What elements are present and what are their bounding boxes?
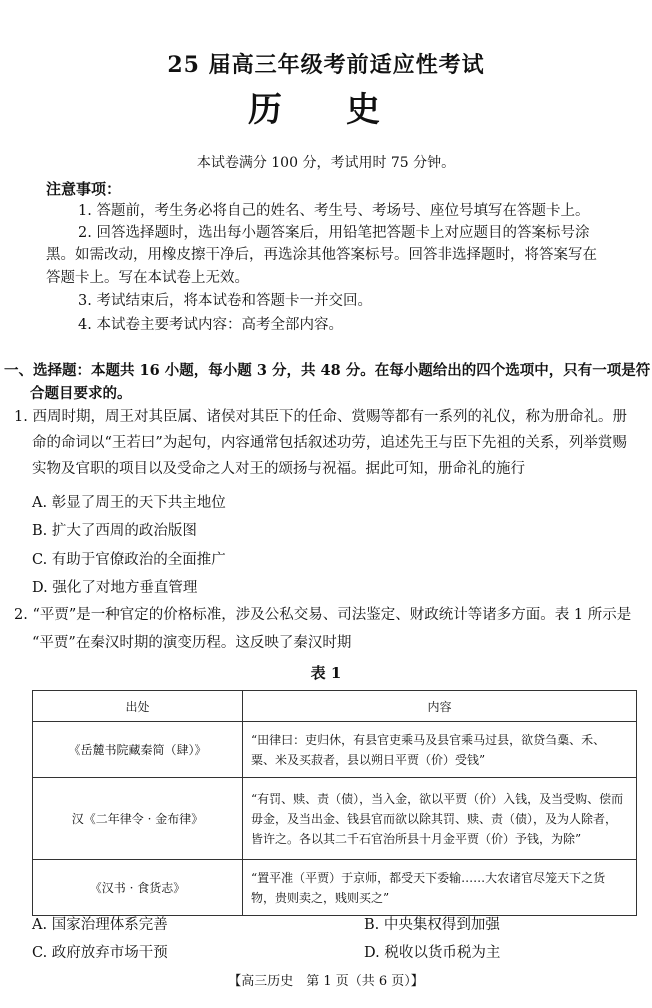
- exam-title: 25 届高三年级考前适应性考试: [167, 52, 485, 78]
- q2-option-d[interactable]: D. 税收以货币税为主: [364, 945, 501, 961]
- table-row: [33, 860, 637, 916]
- table-cell-source: 《岳麓书院藏秦简（肆）》: [33, 722, 243, 778]
- notice-line: 答题卡上。写在本试卷上无效。: [46, 270, 249, 286]
- q1-option-c[interactable]: C. 有助于官僚政治的全面推广: [32, 552, 226, 568]
- notice-heading: 注意事项：: [46, 180, 122, 198]
- table-cell-source: 汉《二年律令 · 金布律》: [33, 778, 243, 860]
- table-header-content: 内容: [243, 691, 637, 722]
- q2-option-a[interactable]: A. 国家治理体系完善: [32, 917, 168, 933]
- question-1-stem: 实物及官职的项目以及受命之人对王的颂扬与祝福。据此可知，册命礼的施行: [32, 461, 525, 477]
- table-header-source: 出处: [33, 691, 243, 722]
- notice-line: 黑。如需改动，用橡皮擦干净后，再选涂其他答案标号。回答非选择题时，将答案写在: [46, 247, 597, 263]
- table-cell-content: “有罚、赎、责（债），当入金，欲以平贾（价）入钱，及当受购、偿而毋金，及当出金、钱县官而欲以除其罚、赎、责（债），及为人除者，皆许之。各以其二千石官治所县十月金平贾（价）予钱，为除”: [243, 778, 637, 860]
- notice-line: 1. 答题前，考生务必将自己的姓名、考生号、考场号、座位号填写在答题卡上。: [78, 203, 590, 219]
- table-row: [33, 722, 637, 778]
- q2-option-b[interactable]: B. 中央集权得到加强: [364, 917, 500, 933]
- question-1-stem: 1. 西周时期，周王对其臣属、诸侯对其臣下的任命、赏赐等都有一系列的礼仪，称为册命礼。册: [14, 409, 627, 425]
- notice-line: 4. 本试卷主要考试内容：高考全部内容。: [78, 317, 343, 333]
- table-cell-content: “置平准（平贾）于京师，都受天下委输……大农诸官尽笼天下之货物，贵则卖之，贱则买之”: [243, 860, 637, 916]
- section-heading-cont: 合题目要求的。: [30, 385, 132, 402]
- q1-option-a[interactable]: A. 彰显了周王的天下共主地位: [32, 495, 226, 511]
- notice-line: 2. 回答选择题时，选出每小题答案后，用铅笔把答题卡上对应题目的答案标号涂: [78, 225, 590, 241]
- q2-option-c[interactable]: C. 政府放弃市场干预: [32, 945, 168, 961]
- table-cell-source: 《汉书 · 食货志》: [33, 860, 243, 916]
- table-1: [32, 690, 637, 916]
- table-cell-content: “田律曰：吏归休，有县官吏乘马及县官乘马过县，欲贷刍稾、禾、粟、米及买菽者，县以朔日平贾（价）受钱”: [243, 722, 637, 778]
- exam-meta: 本试卷满分 100 分，考试用时 75 分钟。: [196, 155, 456, 171]
- page-footer: 【高三历史 第 1 页（共 6 页）】: [228, 974, 424, 989]
- table-row: [33, 778, 637, 860]
- question-1-stem: 命的命词以“王若曰”为起句，内容通常包括叙述功劳，追述先王与臣下先祖的关系，列举赏赐: [32, 435, 627, 451]
- q1-option-d[interactable]: D. 强化了对地方垂直管理: [32, 580, 198, 596]
- table-caption: 表 1: [310, 664, 342, 682]
- subject-title: 历史: [248, 90, 444, 130]
- q1-option-b[interactable]: B. 扩大了西周的政治版图: [32, 523, 197, 539]
- section-heading: 一、选择题：本题共 16 小题，每小题 3 分，共 48 分。在每小题给出的四个选项中，只有一项是符: [4, 362, 651, 379]
- question-2-stem: 2. “平贾”是一种官定的价格标准，涉及公私交易、司法鉴定、财政统计等诸多方面。表 1 所示是: [14, 607, 632, 623]
- notice-line: 3. 考试结束后，将本试卷和答题卡一并交回。: [78, 293, 372, 309]
- question-2-stem: “平贾”在秦汉时期的演变历程。这反映了秦汉时期: [32, 635, 352, 651]
